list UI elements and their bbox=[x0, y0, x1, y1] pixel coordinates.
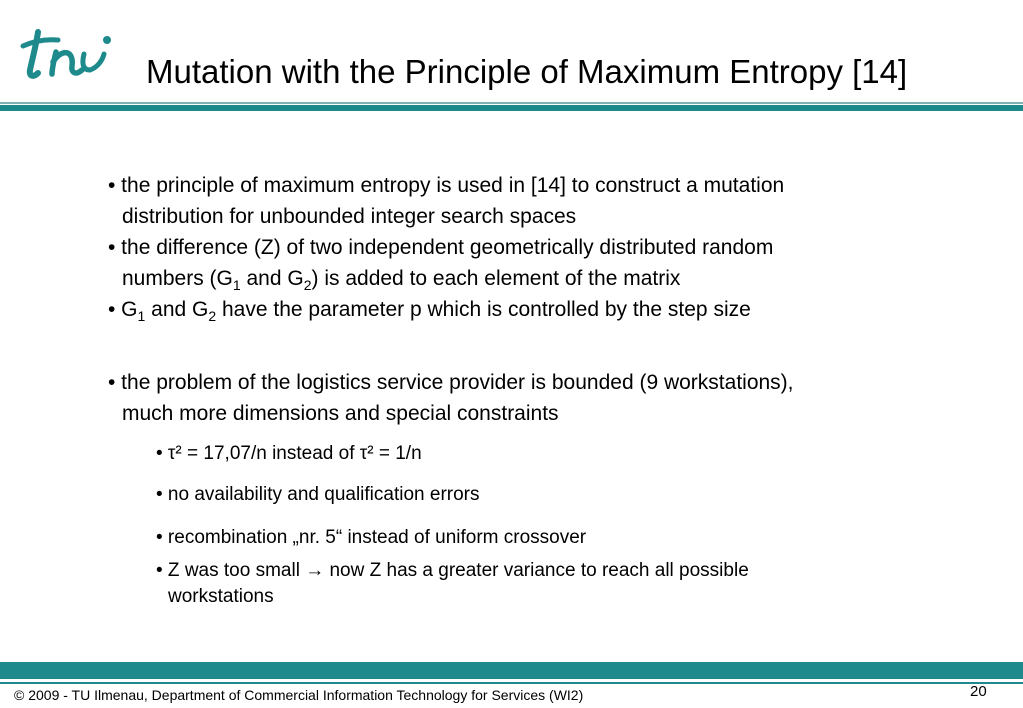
text-fragment: ) is added to each element of the matrix bbox=[311, 267, 681, 290]
bullet-principle-line2: distribution for unbounded integer search spaces bbox=[122, 205, 577, 228]
page-number: 20 bbox=[970, 683, 987, 700]
sub-bullet-tau-text: • τ² = 17,07/n instead of τ² = 1/n bbox=[156, 443, 422, 464]
text-fragment: numbers (G bbox=[122, 267, 233, 290]
text-fragment: have the parameter p which is controlled by the step size bbox=[216, 298, 751, 321]
bullet-difference-line1: • the difference (Z) of two independent geometrically distributed random bbox=[108, 236, 774, 259]
slide-title: Mutation with the Principle of Maximum Entropy [14] bbox=[146, 53, 908, 90]
sub-bullet-variance-line2: workstations bbox=[168, 586, 274, 607]
text-fragment: • G bbox=[108, 298, 138, 321]
sub-bullet-errors bbox=[108, 482, 988, 508]
text-fragment: • Z was too small bbox=[156, 560, 306, 581]
sub-bullet-variance-line1 bbox=[156, 558, 988, 584]
subscript: 1 bbox=[232, 277, 241, 293]
slide-content bbox=[108, 170, 988, 610]
footer-bar bbox=[0, 662, 1023, 679]
bullet-difference bbox=[108, 232, 988, 294]
bullet-problem-line2: much more dimensions and special constraints bbox=[122, 402, 559, 425]
bullet-principle bbox=[108, 170, 988, 232]
text-fragment: now Z has a greater variance to reach all possible bbox=[324, 560, 749, 581]
bullet-parameter-line bbox=[108, 294, 988, 325]
title-divider-light bbox=[0, 102, 1023, 104]
sub-bullet-variance bbox=[108, 558, 988, 610]
sub-bullet-recombination bbox=[108, 525, 988, 551]
bullet-problem bbox=[108, 367, 988, 429]
subscript: 2 bbox=[303, 277, 312, 293]
bullet-problem-line1: • the problem of the logistics service provider is bounded (9 workstations), bbox=[108, 371, 794, 394]
sub-bullet-errors-text: • no availability and qualification errors bbox=[156, 484, 480, 505]
arrow-right-icon: → bbox=[305, 560, 325, 581]
bullet-difference-line2 bbox=[108, 263, 988, 294]
bullet-principle-line1: • the principle of maximum entropy is used in [14] to construct a mutation bbox=[108, 174, 785, 197]
subscript: 2 bbox=[208, 308, 217, 324]
bullet-parameter bbox=[108, 294, 988, 325]
footer-divider bbox=[0, 682, 1023, 684]
subscript: 1 bbox=[137, 308, 146, 324]
sub-bullet-tau bbox=[108, 441, 988, 467]
title-divider bbox=[0, 105, 1023, 111]
text-fragment: and G bbox=[240, 267, 304, 290]
sub-bullet-recombination-text: • recombination „nr. 5“ instead of uniform crossover bbox=[156, 527, 587, 548]
footer-copyright: © 2009 - TU Ilmenau, Department of Commercial Information Technology for Services (WI2) bbox=[14, 687, 584, 703]
text-fragment: and G bbox=[145, 298, 209, 321]
tu-ilmenau-logo bbox=[20, 22, 120, 92]
